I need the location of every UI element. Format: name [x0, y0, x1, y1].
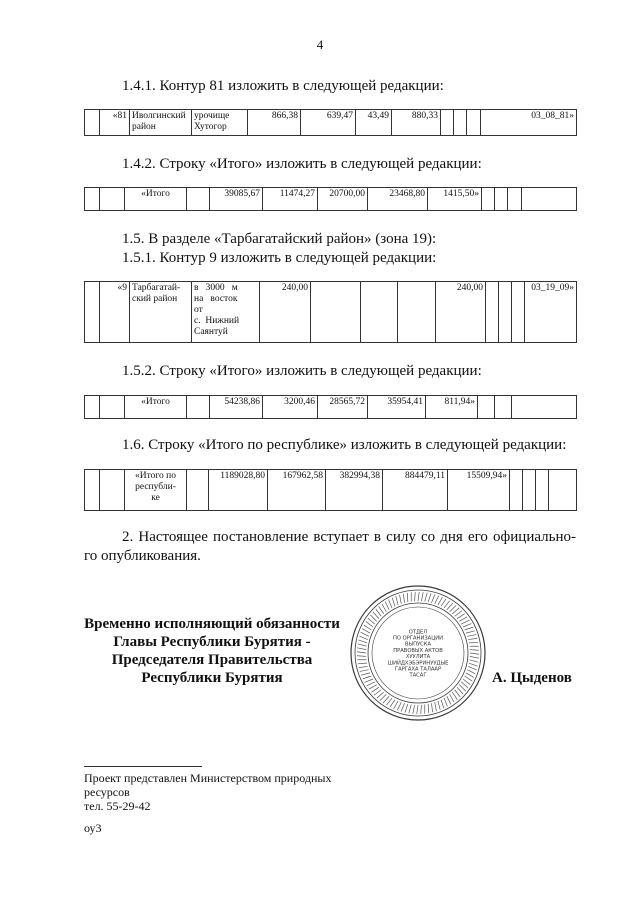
seal-ring-mark — [470, 653, 479, 654]
paragraph-2-line-2: го опубликования. — [84, 548, 201, 564]
table-cell — [536, 470, 549, 511]
table-cell: 03_19_09» — [525, 282, 577, 343]
table-cell: 167962,58 — [268, 470, 326, 511]
seal-ring-mark — [461, 620, 469, 624]
table-cell: 35954,41 — [368, 396, 426, 419]
seal-ring-mark — [357, 652, 366, 653]
table-cell — [187, 396, 210, 419]
seal-ring-mark — [463, 624, 471, 627]
table-total-republic — [84, 469, 577, 511]
seal-ring-mark — [357, 656, 366, 657]
seal-center-text: ГАРГАХА ТАЛААР — [394, 666, 442, 673]
table-cell — [495, 188, 508, 211]
table-cell: «Итого — [125, 188, 187, 211]
table-cell — [311, 282, 361, 343]
seal-ring-mark — [382, 604, 387, 612]
seal-ring-mark — [394, 701, 399, 709]
seal-ring-mark — [425, 593, 427, 602]
table-row — [85, 188, 577, 211]
seal-ring-mark — [366, 621, 373, 627]
footer-code: оу3 — [84, 821, 102, 835]
seal-ring-mark — [450, 605, 456, 611]
table-cell: 15509,94» — [448, 470, 510, 511]
section-heading-1-4-2: 1.4.2. Строку «Итого» изложить в следующей редакции: — [122, 156, 482, 172]
table-cell — [508, 188, 522, 211]
signatory-title-line: Главы Республики Бурятия - — [113, 634, 311, 650]
table-cell: 880,33 — [392, 110, 441, 136]
table-cell: 811,94» — [426, 396, 478, 419]
seal-ring-mark — [386, 698, 392, 705]
seal-ring-mark — [360, 670, 369, 672]
table-cell — [187, 470, 209, 511]
table-cell — [486, 282, 499, 343]
seal-ring-mark — [374, 690, 381, 695]
table-cell: 866,38 — [248, 110, 301, 136]
footer-line: тел. 55-29-42 — [84, 799, 151, 813]
seal-ring-mark — [390, 700, 395, 708]
seal-center-text: ОТДЕЛ — [408, 629, 428, 636]
seal-ring-mark — [465, 676, 473, 681]
table-cell — [478, 396, 495, 419]
table-cell: Тарбагатай- ский район — [130, 282, 192, 343]
seal-ring-mark — [435, 596, 439, 604]
seal-ring-mark — [373, 612, 379, 619]
seal-center-text: ПРАВОВЫХ АКТОВ — [393, 647, 443, 654]
table-cell — [85, 396, 100, 419]
table-cell: 240,00 — [436, 282, 486, 343]
table-cell — [100, 188, 125, 211]
seal-ring-mark — [403, 594, 404, 603]
seal-center-text: ХУУЛИТА — [405, 654, 431, 661]
table-cell — [85, 282, 100, 343]
seal-ring-mark — [428, 704, 429, 713]
table-cell: 03_08_81» — [481, 110, 577, 136]
seal-ring-mark — [377, 692, 384, 698]
seal-ring-mark — [361, 673, 370, 675]
seal-ring-mark — [455, 690, 460, 697]
seal-ring-mark — [463, 679, 470, 685]
seal-ring-mark — [469, 642, 478, 643]
table-cell — [482, 188, 495, 211]
seal-ring-mark — [359, 636, 367, 640]
table-cell — [454, 110, 467, 136]
seal-ring-mark — [438, 597, 443, 605]
seal-ring-mark — [435, 702, 437, 711]
table-cell: «81 — [100, 110, 130, 136]
seal-ring-mark — [421, 592, 423, 601]
seal-ring-mark — [466, 673, 474, 678]
table-total-contour-section — [84, 187, 577, 211]
table-total-tarbagatai — [84, 395, 577, 419]
seal-ring-mark — [441, 700, 444, 709]
seal-ring-mark — [447, 603, 453, 610]
seal-ring-mark — [401, 703, 405, 711]
seal-ring-mark — [369, 685, 377, 690]
seal-ring-mark — [438, 701, 440, 710]
section-heading-1-4-1: 1.4.1. Контур 81 изложить в следующей редакции: — [122, 78, 444, 94]
seal-center-text: ШИЙДХЭБЭРИНУУДЫЕ — [387, 660, 449, 667]
table-cell: 382994,38 — [326, 470, 383, 511]
seal-ring-mark — [364, 625, 372, 630]
section-heading-1-5: 1.5. В разделе «Тарбагатайский район» (зона 19): — [122, 231, 437, 247]
seal-ring-mark — [389, 600, 392, 608]
signatory-title-line: Председателя Правительства — [111, 652, 313, 668]
seal-ring-mark — [465, 627, 474, 630]
seal-ring-mark — [461, 682, 468, 688]
signatory-name: А. Цыденов — [492, 670, 572, 686]
table-cell — [467, 110, 481, 136]
seal-ring-mark — [431, 594, 435, 602]
table-cell — [499, 282, 512, 343]
table-contour-81 — [84, 109, 577, 136]
seal-ring-mark — [358, 640, 367, 643]
seal-ring-mark — [405, 704, 408, 713]
seal-ring-mark — [468, 638, 477, 639]
seal-ring-mark — [467, 670, 475, 674]
section-heading-1-5-2: 1.5.2. Строку «Итого» изложить в следующей редакции: — [122, 363, 482, 379]
seal-ring-mark — [470, 660, 479, 662]
table-cell: 23468,80 — [368, 188, 428, 211]
seal-ring-mark — [379, 606, 384, 614]
seal-ring-mark — [357, 648, 366, 650]
table-cell — [522, 188, 577, 211]
paragraph-2-line-1: 2. Настоящее постановление вступает в силу со дня его официально- — [122, 529, 576, 545]
table-cell: Иволгинский район — [130, 110, 192, 136]
table-cell — [85, 110, 100, 136]
seal-ring-mark — [371, 687, 379, 692]
table-cell — [85, 470, 100, 511]
seal-center-text: ТАСАГ — [409, 672, 427, 679]
table-row — [85, 110, 577, 136]
page-number: 4 — [316, 37, 324, 52]
table-row — [85, 282, 577, 343]
seal-center-text: ПО ОРГАНИЗАЦИИ — [392, 635, 444, 642]
seal-ring-mark — [450, 694, 455, 702]
table-cell: 3200,46 — [263, 396, 318, 419]
table-cell: 43,49 — [356, 110, 392, 136]
seal-ring-mark — [417, 705, 418, 714]
seal-ring-mark — [444, 601, 450, 608]
seal-ring-mark — [383, 696, 389, 703]
signatory-title-line: Временно исполняющий обязанности — [84, 616, 340, 632]
table-row — [85, 396, 577, 419]
table-cell: «Итого по республи- ке — [125, 470, 187, 511]
table-cell: 1189028,80 — [209, 470, 268, 511]
seal-ring-mark — [358, 663, 367, 664]
table-cell — [549, 470, 577, 511]
paragraph-2 — [84, 528, 576, 566]
table-cell — [512, 396, 577, 419]
seal-ring-mark — [361, 632, 369, 636]
table-cell — [510, 470, 523, 511]
seal-ring-mark — [470, 650, 479, 651]
footer-note — [84, 771, 331, 813]
table-cell — [512, 282, 525, 343]
table-cell — [100, 470, 125, 511]
footer-line: Проект представлен Министерством природных — [84, 771, 332, 785]
seal-ring-mark — [397, 702, 401, 710]
seal-ring-mark — [470, 656, 479, 658]
table-row — [85, 470, 577, 511]
signatory-title — [78, 615, 346, 687]
table-cell: 11474,27 — [263, 188, 318, 211]
seal-ring-mark — [385, 602, 389, 610]
seal-ring-mark — [415, 592, 416, 601]
seal-ring-mark — [444, 698, 447, 706]
table-cell — [100, 396, 125, 419]
seal-ring-mark — [407, 593, 408, 602]
section-heading-1-5-1: 1.5.1. Контур 9 изложить в следующей редакции: — [122, 250, 437, 266]
seal-ring-mark — [441, 599, 446, 607]
table-cell: 39085,67 — [210, 188, 263, 211]
footnote-divider — [84, 766, 202, 767]
seal-ring-mark — [392, 598, 395, 607]
seal-ring-mark — [380, 694, 386, 700]
seal-ring-mark — [358, 644, 367, 646]
seal-ring-mark — [428, 593, 431, 602]
seal-ring-mark — [418, 592, 419, 601]
seal-ring-mark — [365, 679, 373, 682]
table-cell: 28565,72 — [318, 396, 368, 419]
table-cell: 240,00 — [260, 282, 311, 343]
seal-ring-mark — [455, 611, 462, 616]
seal-ring-mark — [362, 629, 370, 634]
seal-ring-mark — [457, 614, 465, 619]
signatory-title-line: Республики Бурятия — [141, 670, 283, 686]
seal-ring-mark — [459, 617, 467, 622]
table-cell — [85, 188, 100, 211]
table-cell — [398, 282, 436, 343]
seal-ring-mark — [370, 615, 376, 621]
seal-ring-mark — [409, 705, 411, 714]
table-cell — [187, 188, 210, 211]
official-seal-icon — [348, 583, 488, 723]
seal-ring-mark — [421, 705, 422, 714]
table-cell — [523, 470, 536, 511]
seal-ring-mark — [452, 608, 459, 614]
table-cell: в 3000 м на восток от с. Нижний Саянтуй — [192, 282, 260, 343]
table-cell: «Итого — [125, 396, 187, 419]
seal-ring-mark — [469, 663, 478, 666]
table-cell: 639,47 — [301, 110, 356, 136]
footer-line: ресурсов — [84, 785, 130, 799]
table-cell — [495, 396, 512, 419]
seal-ring-mark — [468, 666, 476, 670]
seal-ring-mark — [363, 676, 372, 679]
table-cell — [361, 282, 398, 343]
table-contour-9 — [84, 281, 577, 343]
seal-ring-mark — [367, 682, 375, 686]
table-cell: 1415,50» — [428, 188, 482, 211]
seal-ring-mark — [452, 692, 457, 700]
table-cell: 54238,86 — [210, 396, 263, 419]
seal-ring-mark — [466, 631, 475, 633]
table-cell: 20700,00 — [318, 188, 368, 211]
seal-ring-mark — [431, 703, 432, 712]
seal-ring-mark — [459, 685, 465, 691]
seal-ring-mark — [376, 609, 381, 616]
table-cell: «9 — [100, 282, 130, 343]
seal-ring-mark — [447, 696, 451, 704]
seal-ring-mark — [359, 666, 368, 667]
seal-ring-mark — [457, 687, 463, 694]
seal-ring-mark — [400, 595, 402, 604]
seal-center-text: ВЫПУСКА — [404, 641, 432, 648]
table-cell: урочище Хутогор — [192, 110, 248, 136]
seal-ring-mark — [413, 705, 415, 714]
section-heading-1-6: 1.6. Строку «Итого по республике» изложить в следующей редакции: — [122, 437, 567, 453]
table-cell: 884479,11 — [383, 470, 448, 511]
table-cell — [441, 110, 454, 136]
seal-ring-mark — [467, 635, 476, 637]
seal-ring-mark — [396, 596, 398, 605]
seal-ring-mark — [368, 618, 375, 624]
